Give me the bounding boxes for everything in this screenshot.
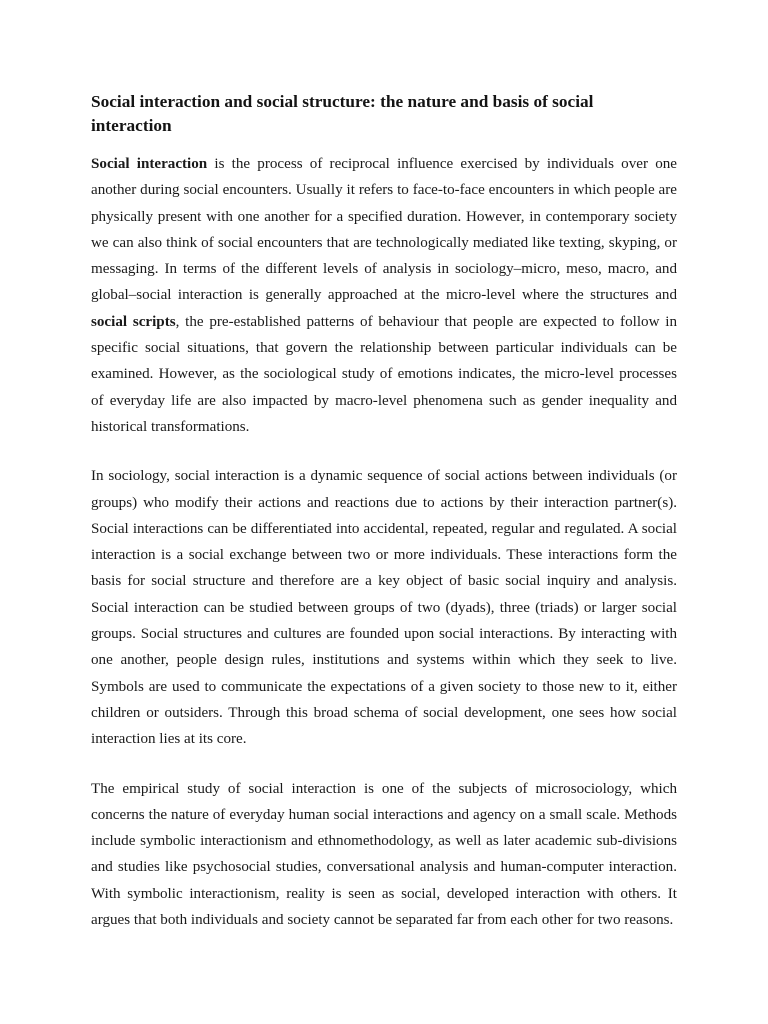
document-title: Social interaction and social structure: the nature and basis of social interaction — [91, 92, 594, 135]
paragraph-2: In sociology, social interaction is a dynamic sequence of social actions between individuals (or groups) who modify their actions and reactions due to actions by their interaction partner(s). Social interactions can be differentiated into accidental, repeated, regular and regulated. A social interaction is a social exchange between two or more individuals. These interactions form the basis for social structure and therefore are a key object of basic social inquiry and analysis. Social interaction can be studied between groups of two (dyads), three (triads) or larger social groups. Social structures and cultures are founded upon social interactions. By interacting with one another, people design rules, institutions and systems within which they seek to live. Symbols are used to communicate the expectations of a given society to those new to it, either children or outsiders. Through this broad schema of social development, one sees how social interaction lies at its core. — [91, 468, 677, 748]
paragraph-1-text-a: is the process of reciprocal influence exercised by individuals over one another during social encounters. Usually it refers to face-to-face encounters in which people are physically present with one another for a specified duration. However, in contemporary society we can also think of social encounters that are technologically mediated like texting, skyping, or messaging. In terms of the different levels of analysis in sociology–micro, meso, macro, and global–social interaction is generally approached at the micro-level where the structures and — [91, 156, 677, 304]
paragraph-1 — [91, 151, 677, 440]
paragraph-1-text-b: , the pre-established patterns of behaviour that people are expected to follow in specific social situations, that govern the relationship between particular individuals can be examined. However, as the sociological study of emotions indicates, the micro-level processes of everyday life are also impacted by macro-level phenomena such as gender inequality and historical transformations. — [91, 313, 677, 435]
term-social-interaction: Social interaction — [91, 156, 208, 172]
term-social-scripts: social scripts — [91, 313, 176, 330]
paragraph-3: The empirical study of social interaction is one of the subjects of microsociology, which concerns the nature of everyday human social interactions and agency on a small scale. Methods include symbolic interactionism and ethnomethodology, as well as later academic sub-divisions and studies like psychosocial studies, conversational analysis and human-computer interaction. With symbolic interactionism, reality is seen as social, developed interaction with others. It argues that both individuals and society cannot be separated far from each other for two reasons. — [91, 780, 677, 929]
